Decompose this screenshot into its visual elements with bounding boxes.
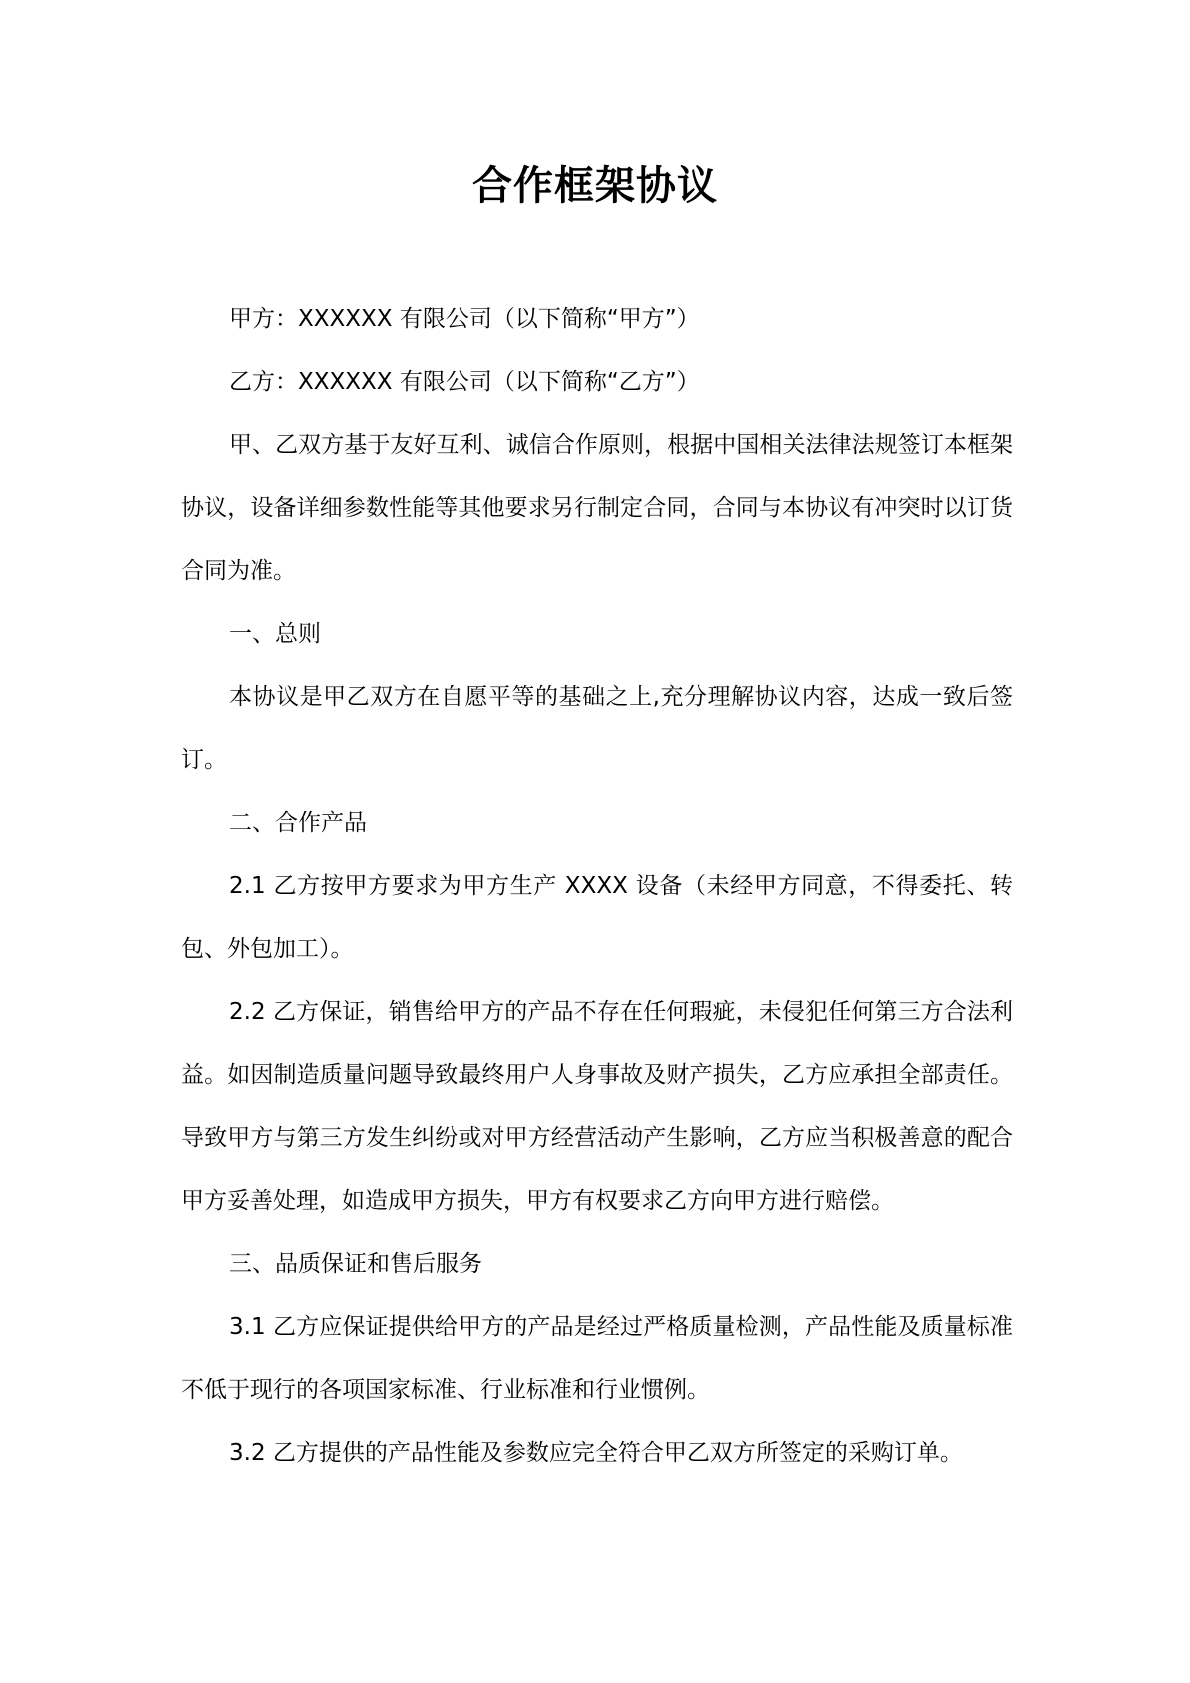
preamble-paragraph: 甲、乙双方基于友好互利、诚信合作原则，根据中国相关法律法规签订本框架协议，设备详细参数性能等其他要求另行制定合同，合同与本协议有冲突时以订货合同为准。 — [181, 432, 1013, 584]
document-title: 合作框架协议 — [472, 163, 718, 209]
section-heading-quality: 三、品质保证和售后服务 — [229, 1251, 482, 1277]
party-b-line: 乙方：XXXXXX 有限公司（以下简称“乙方”） — [229, 369, 700, 395]
clause-2-2: 2.2 乙方保证，销售给甲方的产品不存在任何瑕疵，未侵犯任何第三方合法利益。如因制造质量问题导致最终用户人身事故及财产损失，乙方应承担全部责任。导致甲方与第三方发生纠纷或对甲方经营活动产生影响，乙方应当积极善意的配合甲方妥善处理，如造成甲方损失，甲方有权要求乙方向甲方进行赔偿。 — [181, 999, 1013, 1214]
clause-2-1: 2.1 乙方按甲方要求为甲方生产 XXXX 设备（未经甲方同意，不得委托、转包、外包加工）。 — [181, 873, 1013, 962]
document-body — [181, 288, 1013, 1485]
section-heading-products: 二、合作产品 — [229, 810, 367, 836]
section-heading-general: 一、总则 — [229, 621, 321, 647]
general-paragraph: 本协议是甲乙双方在自愿平等的基础之上,充分理解协议内容，达成一致后签订。 — [181, 684, 1013, 773]
clause-3-1: 3.1 乙方应保证提供给甲方的产品是经过严格质量检测，产品性能及质量标准不低于现行的各项国家标准、行业标准和行业惯例。 — [181, 1314, 1013, 1403]
party-a-line: 甲方：XXXXXX 有限公司（以下简称“甲方”） — [229, 306, 700, 332]
clause-3-2: 3.2 乙方提供的产品性能及参数应完全符合甲乙双方所签定的采购订单。 — [229, 1440, 963, 1466]
